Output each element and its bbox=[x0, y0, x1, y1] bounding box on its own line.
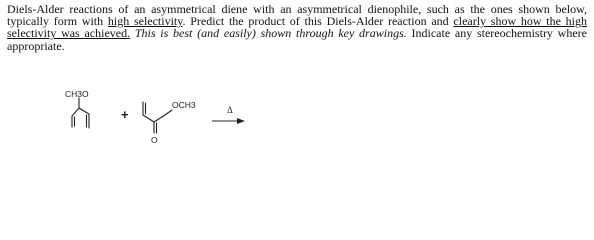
diene-structure bbox=[72, 98, 89, 128]
question-part-1: Diels-Alder reactions of an asymmetrical diene with an asymmetrical dienophile, such as the ones shown below, typically form with bbox=[7, 2, 587, 29]
diene-substituent-label: CH3O bbox=[65, 89, 89, 99]
show-selectivity-underlined: clearly show how the high selectivity was achieved. bbox=[7, 14, 588, 41]
dienophile-bond-2 bbox=[154, 115, 165, 122]
reaction-arrow bbox=[212, 118, 245, 124]
heat-label: Δ bbox=[227, 105, 233, 115]
dienophile-ester-bond bbox=[165, 110, 172, 115]
question-part-2: . Predict the product of this Diels-Alder reaction and bbox=[182, 14, 454, 29]
plus-sign: + bbox=[121, 107, 129, 122]
diene-bond-1 bbox=[72, 108, 79, 116]
question-text bbox=[7, 3, 587, 52]
dienophile-carbonyl-oxygen: O bbox=[151, 135, 158, 145]
dienophile-structure bbox=[143, 102, 172, 133]
diene-bond-3 bbox=[79, 108, 89, 114]
stereochemistry-instruction: Indicate any stereochemistry where appropriate. bbox=[7, 26, 587, 53]
reaction-arrow-head bbox=[237, 118, 245, 124]
high-selectivity-underlined: high selectivity bbox=[107, 14, 183, 29]
key-drawings-italic: This is best (and easily) shown through key drawings. bbox=[130, 26, 407, 41]
dienophile-bond-1 bbox=[143, 115, 154, 122]
dienophile-substituent-label: OCH3 bbox=[172, 100, 196, 110]
reaction-scheme bbox=[0, 78, 594, 152]
